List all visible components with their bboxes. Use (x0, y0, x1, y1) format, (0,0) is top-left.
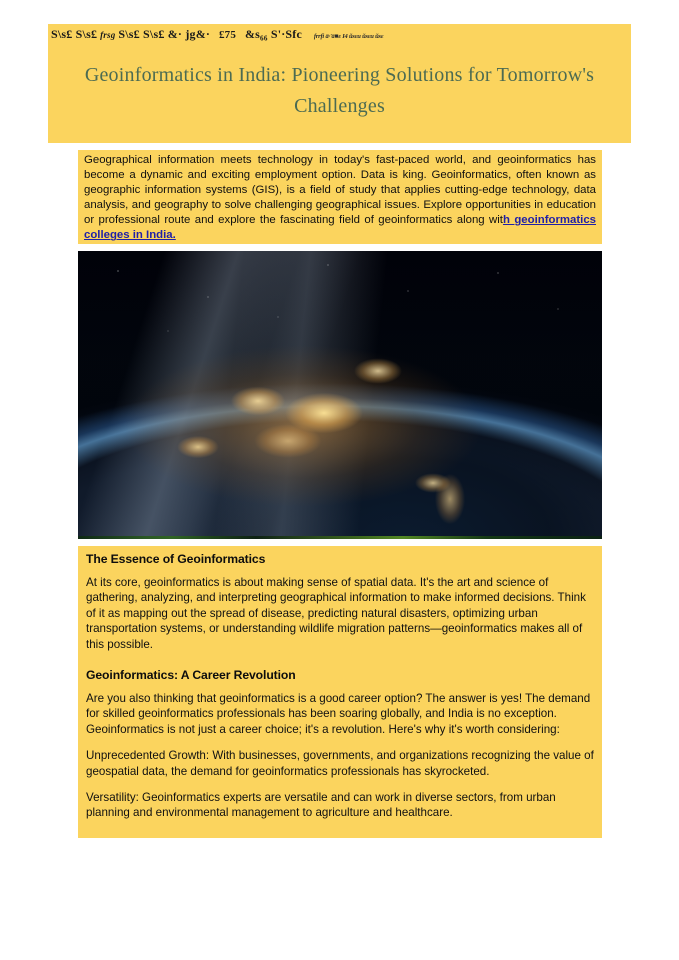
intro-block (78, 150, 602, 244)
section-paragraph-essence: At its core, geoinformatics is about making sense of spatial data. It's the art and science of gathering, analyzing, and interpreting geographical information to make informed decisions. Think of it as mapping out the spread of disease, predicting natural disasters, optimizing urban transportation systems, or understanding wildlife migration patterns—geoinformatics makes all of this possible. (86, 576, 586, 651)
garbled-segment-6: frrfi ä·'ä■ε I4 ŭsεи ŭsεи ŭsε (313, 33, 384, 40)
geoinformatics-colleges-link[interactable]: h geoinformatics colleges in India. (84, 214, 596, 242)
section-paragraph-growth: Unprecedented Growth: With businesses, governments, and organizations recognizing the value of geospatial data, the demand for geoinformatics professionals has skyrocketed. (86, 749, 594, 778)
stars-decoration (78, 251, 602, 539)
video-progress-strip (78, 536, 602, 539)
garbled-segment-5: &s₆₆ S'·Sfc (244, 27, 303, 41)
garbled-segment-3: S\s£ S\s£ &· jg&· (118, 27, 211, 41)
section-heading-essence: The Essence of Geoinformatics (86, 552, 266, 566)
intro-paragraph (84, 153, 596, 244)
garbled-segment-2: frsg (100, 30, 116, 40)
garbled-meta-line (51, 27, 627, 45)
garbled-segment-4: £75 (218, 29, 237, 41)
section-paragraph-career-intro: Are you also thinking that geoinformatics is a good career option? The answer is yes! The demand for skilled geoinformatics professionals has been soaring globally, and India is no exception. Geoinformatics is not just a career choice; it's a revolution. Here's why it's worth considering: (86, 692, 591, 736)
section-paragraph-versatility: Versatility: Geoinformatics experts are versatile and can work in diverse sectors, from urban planning and environmental management to agriculture and healthcare. (86, 791, 556, 820)
intro-text-body: Geographical information meets technology in today's fast-paced world, and geoinformatics has become a dynamic and exciting employment option. Data is king. Geoinformatics, often known as geographic information systems (GIS), is a field of study that applies cutting-edge technology, data analysis, and geography to solve challenging geographical issues. Explore opportunities in education or professional route and explore the fascinating field of geoinformatics along wit (84, 154, 596, 227)
body-content-block (78, 546, 602, 838)
page-title: Geoinformatics in India: Pioneering Solutions for Tomorrow's Challenges (84, 64, 595, 117)
garbled-segment-1: S\s£ S\s£ (51, 27, 98, 41)
section-heading-career: Geoinformatics: A Career Revolution (86, 668, 296, 683)
header-banner (48, 24, 631, 143)
video-embed[interactable] (78, 251, 602, 539)
